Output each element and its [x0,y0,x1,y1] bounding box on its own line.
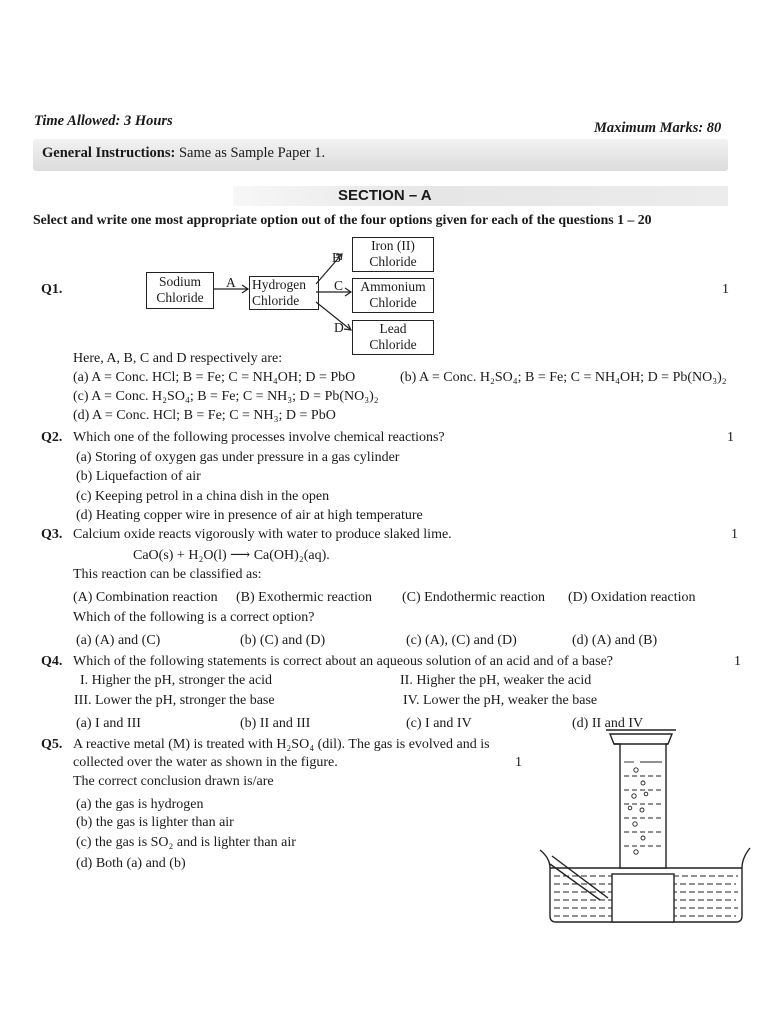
q5-mark: 1 [515,755,522,770]
gas-jar [610,734,672,868]
section-instruction: Select and write one most appropriate option out of the four options given for each of the questions 1 – 20 [33,212,652,227]
q4-option-a: (a) I and III [76,716,141,731]
q2-number: Q2. [41,430,63,445]
q5-option-b: (b) the gas is lighter than air [76,815,234,830]
q3-choice-a: (A) Combination reaction [73,590,218,605]
q4-statement-1: I. Higher the pH, stronger the acid [80,673,273,688]
time-allowed: Time Allowed: 3 Hours [34,113,173,129]
q1-arrows [0,0,768,400]
q3-classified: This reaction can be classified as: [73,567,262,582]
q5-option-a: (a) the gas is hydrogen [76,797,204,812]
box-hcl-l1: Hydrogen [252,277,306,292]
q3-option-c: (c) (A), (C) and (D) [406,633,517,648]
q5-option-d: (d) Both (a) and (b) [76,856,186,871]
q4-statement-3: III. Lower the pH, stronger the base [74,693,275,708]
q3-mark: 1 [731,527,738,542]
box-amm-l1: Ammonium [360,279,426,294]
q1-option-a: (a) A = Conc. HCl; B = Fe; C = NH₄OH; D = PbO [73,370,356,385]
q1-number: Q1. [41,282,63,297]
beehive-shelf [612,874,674,922]
label-c: C [334,278,344,293]
delivery-tube-upper [552,856,608,898]
delivery-tube-lower [550,864,600,900]
q3-option-b: (b) (C) and (D) [240,633,326,648]
maximum-marks: Maximum Marks: 80 [594,120,722,136]
q4-statement-2: II. Higher the pH, weaker the acid [400,673,592,688]
q4-option-d: (d) II and IV [572,716,644,731]
q1-mark: 1 [722,282,729,297]
q3-equation: CaO(s) + H₂O(l) ⟶ Ca(OH)₂(aq). [133,548,330,563]
box-lead-l1: Lead [379,321,407,336]
q3-choice-c: (C) Endothermic reaction [402,590,546,605]
q5-option-c: (c) the gas is SO₂ and is lighter than air [76,835,296,850]
section-title: SECTION – A [338,187,432,204]
q4-option-b: (b) II and III [240,716,311,731]
q1-option-b: (b) A = Conc. H₂SO₄; B = Fe; C = NH₄OH; D = Pb(NO₃)₂ [400,370,727,385]
box-iron-l2: Chloride [369,254,417,269]
box-hcl-l2: Chloride [252,293,300,308]
q3-option-a: (a) (A) and (C) [76,633,161,648]
q2-stem: Which one of the following processes involve chemical reactions? [73,430,445,445]
box-iron-l1: Iron (II) [371,238,415,253]
q3-option-d: (d) (A) and (B) [572,633,658,648]
q4-stem: Which of the following statements is correct about an aqueous solution of an acid and of a base? [73,654,613,669]
gas-collection-figure [536,728,754,930]
q1-option-c: (c) A = Conc. H₂SO₄; B = Fe; C = NH₃; D = Pb(NO₃)₂ [73,389,379,404]
label-d: D [334,320,344,335]
q3-number: Q3. [41,527,63,542]
q5-stem-line2: collected over the water as shown in the figure. [73,755,338,770]
q4-number: Q4. [41,654,63,669]
q2-option-b: (b) Liquefaction of air [76,469,201,484]
q5-number: Q5. [41,737,63,752]
box-lead-l2: Chloride [369,337,417,352]
general-instructions-label: General Instructions: [42,145,176,161]
q2-option-c: (c) Keeping petrol in a china dish in the open [76,489,330,504]
label-b: B [332,250,342,265]
q5-stem-line1: A reactive metal (M) is treated with H₂SO₄ (dil). The gas is evolved and is [73,737,490,752]
q4-mark: 1 [734,654,741,669]
q4-option-c: (c) I and IV [406,716,472,731]
box-sodium-l2: Chloride [156,290,204,305]
q4-statement-4: IV. Lower the pH, weaker the base [403,693,598,708]
box-sodium-l1: Sodium [158,274,201,289]
q3-which: Which of the following is a correct option? [73,610,315,625]
q2-mark: 1 [727,430,734,445]
q1-option-d: (d) A = Conc. HCl; B = Fe; C = NH₃; D = PbO [73,408,336,423]
q1-stem: Here, A, B, C and D respectively are: [73,351,283,366]
q2-option-d: (d) Heating copper wire in presence of air at high temperature [76,508,423,523]
box-amm-l2: Chloride [369,295,417,310]
general-instructions-text: Same as Sample Paper 1. [178,145,326,161]
q3-choice-b: (B) Exothermic reaction [236,590,373,605]
q3-stem: Calcium oxide reacts vigorously with water to produce slaked lime. [73,527,452,542]
q2-option-a: (a) Storing of oxygen gas under pressure in a gas cylinder [76,450,400,465]
q5-conclusion: The correct conclusion drawn is/are [73,774,274,789]
q3-choice-d: (D) Oxidation reaction [568,590,696,605]
label-a: A [226,275,236,290]
